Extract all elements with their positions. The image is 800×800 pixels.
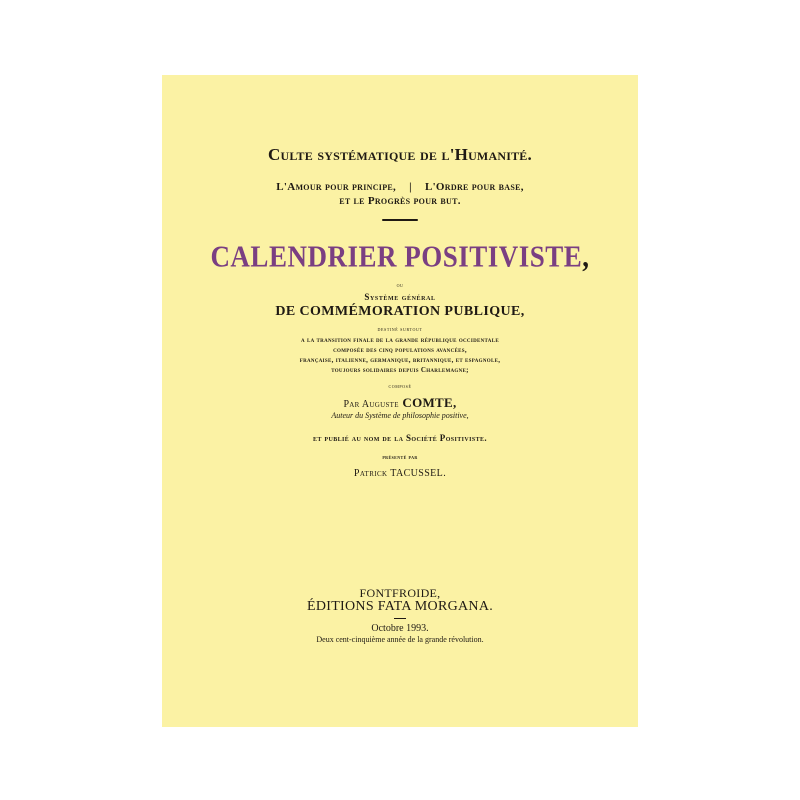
- revolution-year-note: Deux cent-cinquième année de la grande révolution.: [316, 635, 484, 644]
- editor-name: Patrick TACUSSEL.: [353, 468, 447, 479]
- publisher-rule: [394, 618, 406, 619]
- compose-label: composé: [388, 385, 412, 390]
- header-title: Culte systématique de l'Humanité.: [268, 145, 532, 164]
- author-prefix: Par Auguste: [343, 399, 399, 410]
- body-line: toujours solidaires depuis Charlemagne;: [331, 366, 469, 374]
- ou-label: ou: [396, 283, 404, 289]
- publisher-name: ÉDITIONS FATA MORGANA.: [306, 599, 494, 614]
- destine-label: destiné surtout: [377, 328, 423, 333]
- body-line: française, italienne, germanique, britannique, et espagnole,: [299, 356, 501, 364]
- systeme-general: Système général: [364, 292, 436, 302]
- book-cover: [162, 75, 638, 727]
- ornamental-rule: [382, 219, 418, 221]
- motto-right: L'Ordre pour base,: [424, 181, 524, 193]
- author-line: [162, 396, 638, 410]
- publication-date: Octobre 1993.: [371, 623, 429, 634]
- body-line: a la transition finale de la grande république occidentale: [300, 336, 499, 344]
- presented-by-label: présenté par: [382, 455, 418, 461]
- main-title-text: CALENDRIER POSITIVISTE: [210, 238, 583, 274]
- body-line: composée des cinq populations avancées,: [333, 346, 467, 354]
- publisher-city: FONTFROIDE,: [359, 586, 441, 600]
- motto-line-2: et le Progrès pour but.: [339, 195, 461, 207]
- main-title: [162, 238, 638, 274]
- author-note: Auteur du Système de philosophie positive,: [331, 411, 469, 420]
- motto-separator: |: [409, 181, 412, 193]
- author-name: COMTE,: [402, 395, 457, 410]
- main-title-comma: ,: [582, 238, 590, 274]
- publication-note: et publié au nom de la Société Positiviste.: [312, 433, 488, 443]
- motto-left: L'Amour pour principe,: [276, 181, 397, 193]
- motto-line-1: [162, 182, 638, 193]
- commemoration-title: DE COMMÉMORATION PUBLIQUE,: [275, 304, 525, 319]
